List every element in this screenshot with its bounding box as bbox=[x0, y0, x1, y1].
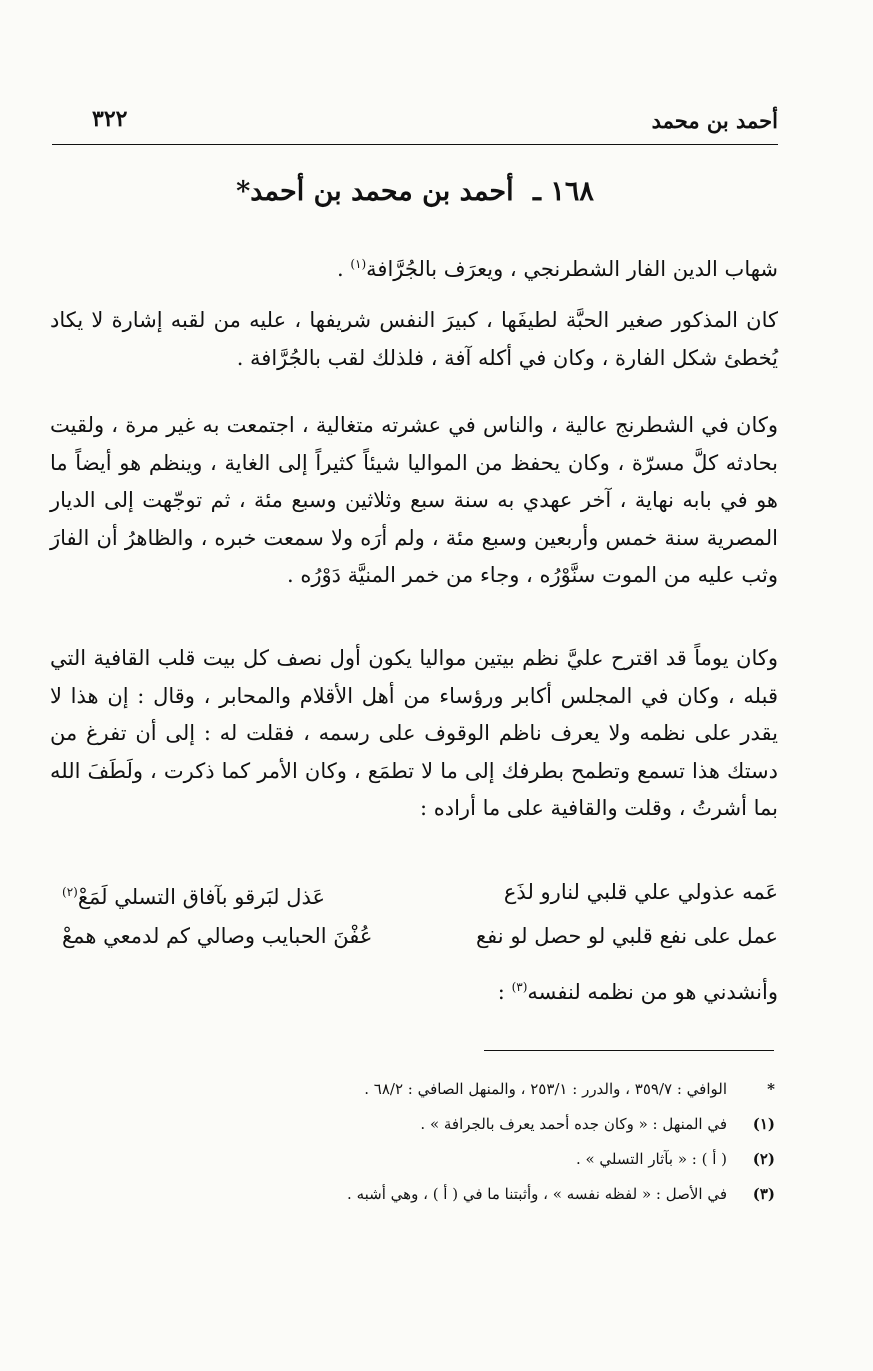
page-number: ٣٢٢ bbox=[92, 106, 128, 132]
footnote-divider bbox=[484, 1050, 774, 1051]
verse-first-hemistich: عمل على نفع قلبي لو حصل لو نفع bbox=[476, 924, 778, 948]
entry-number: ١٦٨ ـ bbox=[533, 176, 594, 207]
footnote-ref: (٣) bbox=[511, 980, 528, 994]
paragraph bbox=[50, 640, 778, 828]
verse-second-text: عَذل لبَرقو بآفاق التسلي لَمَعْ bbox=[77, 885, 325, 909]
footnote-ref: (١) bbox=[350, 257, 367, 271]
verse-second-hemistich: عُفْنَ الحبايب وصالي كم لدمعي همعْ bbox=[62, 924, 373, 948]
paragraph bbox=[50, 407, 778, 595]
running-head: أحمد بن محمد bbox=[651, 108, 778, 133]
paragraph-text: كان المذكور صغير الحبَّة لطيفَها ، كبيرَ النفس شريفها ، عليه من لقبه إشارة لا يكاد يُخطئ شكل الفارة ، وكان في أكله آفة ، فلذلك لقب بالجُرَّافة . bbox=[50, 308, 778, 370]
footnote-ref: (٢) bbox=[62, 885, 78, 899]
recitation-line bbox=[498, 980, 778, 1004]
poem bbox=[62, 870, 778, 958]
footnote bbox=[300, 1107, 775, 1142]
footnote-mark: (٢) bbox=[752, 1150, 775, 1168]
page-header bbox=[52, 104, 778, 145]
paragraph-text: وكان يوماً قد اقترح عليَّ نظم بيتين مواليا يكون أول نصف كل بيت قلب القافية التي قبله ، وكان في المجلس أكابر ورؤساء من أهل الأقلام والمحابر ، وقال : إن هذا لا يقدر على نظمه ولا يعرف ناظم الوقوف على رسمه ، فقلت له : إلى أن تفرغ من دستك هذا تسمع وتطمح بطرفك إلى ما لا تطمَع ، وكان الأمر كما ذكرت ، ولَطَفَ الله بما أشرتُ ، وقلت والقافية على ما أراده : bbox=[50, 646, 778, 820]
footnote bbox=[300, 1142, 775, 1177]
footnotes bbox=[300, 1072, 775, 1212]
footnote-text: في المنهل : « وكان جده أحمد يعرف بالجرافة » . bbox=[420, 1115, 727, 1133]
recitation-end: : bbox=[497, 980, 512, 1004]
footnote-mark: (١) bbox=[752, 1115, 775, 1133]
footnote bbox=[300, 1072, 775, 1107]
verse-line bbox=[62, 870, 778, 914]
footnote-text: ( أ ) : « بآثار التسلي » . bbox=[575, 1150, 727, 1168]
paragraph bbox=[50, 302, 778, 377]
paragraph-text: وكان في الشطرنج عالية ، والناس في عشرته متغالية ، اجتمعت به غير مرة ، ولقيت بحادثه كلَّ مسرّة ، وكان يحفظ من المواليا شيئاً كثيراً إلى الغاية ، وينظم هو أيضاً ما هو في بابه نهاية ، آخر عهدي به سنة سبع وثلاثين وسبع مئة ، ثم توجّهت إلى الديار المصرية سنة خمس وأربعين وسبع مئة ، ولم أرَه ولا سمعت خبره ، والظاهرُ أن الفارَ وثب عليه من الموت سنَّوْرُه ، وجاء من خمر المنيَّة دَوْرُه . bbox=[50, 413, 778, 587]
verse-line bbox=[62, 914, 778, 958]
footnote-mark: (٣) bbox=[752, 1185, 775, 1203]
paragraph bbox=[50, 246, 778, 289]
recitation-text: وأنشدني هو من نظمه لنفسه bbox=[527, 980, 778, 1004]
footnote-text: الوافي : ٣٥٩/٧ ، والدرر : ٢٥٣/١ ، والمنهل الصافي : ٦٨/٢ . bbox=[364, 1080, 727, 1098]
verse-first-hemistich: عَمه عذولي علي قلبي لنارو لذَع bbox=[503, 880, 778, 904]
footnote-text: في الأصل : « لفظه نفسه » ، وأثبتنا ما في ( أ ) ، وهي أشبه . bbox=[347, 1185, 727, 1203]
footnote bbox=[300, 1177, 775, 1212]
entry-name: أحمد بن محمد بن أحمد* bbox=[236, 176, 514, 207]
paragraph-end: . bbox=[336, 257, 351, 281]
paragraph-text: شهاب الدين الفار الشطرنجي ، ويعرَف بالجُرَّافة bbox=[366, 257, 778, 281]
verse-second-hemistich bbox=[62, 870, 325, 919]
entry-title bbox=[52, 176, 778, 207]
footnote-mark: * bbox=[767, 1080, 775, 1098]
